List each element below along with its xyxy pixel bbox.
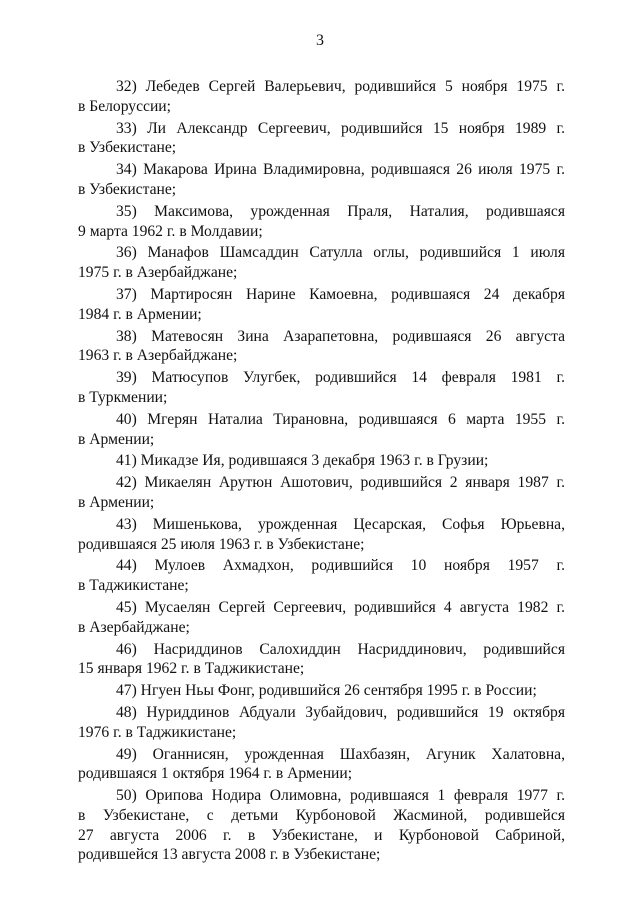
- entry-line: 47) Нгуен Ньы Фонг, родившийся 26 сентября 1995 г. в России;: [116, 682, 537, 700]
- entry-line: 1976 г. в Таджикистане;: [78, 723, 237, 741]
- entry-line: 33) Ли Александр Сергеевич, родившийся 15 ноября 1989 г.: [116, 119, 565, 137]
- list-entry: [78, 515, 565, 555]
- list-entry: [78, 160, 565, 200]
- entry-line: 27 августа 2006 г. в Узбекистане, и Курбоновой Сабриной,: [78, 826, 565, 844]
- entry-line: 42) Микаелян Арутюн Ашотович, родившийся 2 января 1987 г.: [116, 474, 565, 492]
- entry-line: в Армении;: [78, 430, 155, 448]
- entry-line: в Белоруссии;: [78, 97, 171, 115]
- entry-line: 49) Оганнисян, урожденная Шахбазян, Агуник Халатовна,: [116, 745, 565, 763]
- list-entry: [78, 473, 565, 513]
- entry-line: 50) Орипова Нодира Олимовна, родившаяся 1 февраля 1977 г.: [116, 787, 565, 805]
- entry-line: в Армении;: [78, 493, 155, 511]
- entry-line: 45) Мусаелян Сергей Сергеевич, родившийся 4 августа 1982 г.: [116, 598, 565, 616]
- list-entry: [78, 202, 565, 242]
- entry-line: 34) Макарова Ирина Владимировна, родившаяся 26 июля 1975 г.: [116, 161, 565, 179]
- entry-line: 39) Матюсупов Улугбек, родившийся 14 февраля 1981 г.: [116, 369, 565, 387]
- entry-line: родившейся 13 августа 2008 г. в Узбекистане;: [78, 846, 381, 864]
- entry-line: 37) Мартиросян Нарине Камоевна, родившаяся 24 декабря: [116, 285, 565, 303]
- entry-line: 35) Максимова, урожденная Праля, Наталия, родившаяся: [116, 202, 565, 220]
- entry-line: в Азербайджане;: [78, 618, 190, 636]
- entry-line: 1975 г. в Азербайджане;: [78, 264, 238, 282]
- list-entry: [78, 786, 565, 865]
- entry-line: в Туркмении;: [78, 388, 168, 406]
- entry-line: 32) Лебедев Сергей Валерьевич, родившийся 5 ноября 1975 г.: [116, 78, 565, 95]
- list-entry: [78, 368, 565, 408]
- entry-line: 1984 г. в Армении;: [78, 305, 202, 323]
- entry-line: 44) Мулоев Ахмадхон, родившийся 10 ноября 1957 г.: [116, 557, 565, 575]
- entry-line: родившаяся 1 октября 1964 г. в Армении;: [78, 765, 353, 783]
- entry-line: 41) Микадзе Ия, родившаяся 3 декабря 1963 г. в Грузии;: [116, 452, 489, 470]
- list-entry: [78, 745, 565, 785]
- entry-line: 1963 г. в Азербайджане;: [78, 347, 238, 365]
- entry-line: в Узбекистане, с детьми Курбоновой Жасминой, родившейся: [78, 806, 565, 824]
- entry-list: [78, 77, 565, 867]
- list-entry: [78, 119, 565, 159]
- entry-line: в Узбекистане;: [78, 139, 177, 157]
- entry-line: 15 января 1962 г. в Таджикистане;: [78, 660, 305, 678]
- list-entry: [78, 77, 565, 117]
- entry-line: 38) Матевосян Зина Азарапетовна, родившаяся 26 августа: [116, 327, 565, 345]
- list-entry: [78, 703, 565, 743]
- entry-line: 43) Мишенькова, урожденная Цесарская, Софья Юрьевна,: [116, 515, 565, 533]
- list-entry: [78, 681, 565, 701]
- entry-line: в Таджикистане;: [78, 577, 189, 595]
- list-entry: [78, 285, 565, 325]
- entry-line: 36) Манафов Шамсаддин Сатулла оглы, родившийся 1 июля: [116, 244, 565, 262]
- page-number: 3: [316, 32, 324, 49]
- entry-line: 40) Мгерян Наталиа Тирановна, родившаяся 6 марта 1955 г.: [116, 410, 565, 428]
- entry-line: 46) Насриддинов Салохиддин Насриддинович, родившийся: [116, 640, 565, 658]
- entry-line: в Узбекистане;: [78, 180, 177, 198]
- list-entry: [78, 451, 565, 471]
- entry-line: 48) Нуриддинов Абдуали Зубайдович, родившийся 19 октября: [116, 703, 565, 721]
- list-entry: [78, 640, 565, 680]
- list-entry: [78, 243, 565, 283]
- entry-line: 9 марта 1962 г. в Молдавии;: [78, 222, 263, 240]
- list-entry: [78, 410, 565, 450]
- list-entry: [78, 556, 565, 596]
- entry-line: родившаяся 25 июля 1963 г. в Узбекистане;: [78, 535, 365, 553]
- list-entry: [78, 327, 565, 367]
- list-entry: [78, 598, 565, 638]
